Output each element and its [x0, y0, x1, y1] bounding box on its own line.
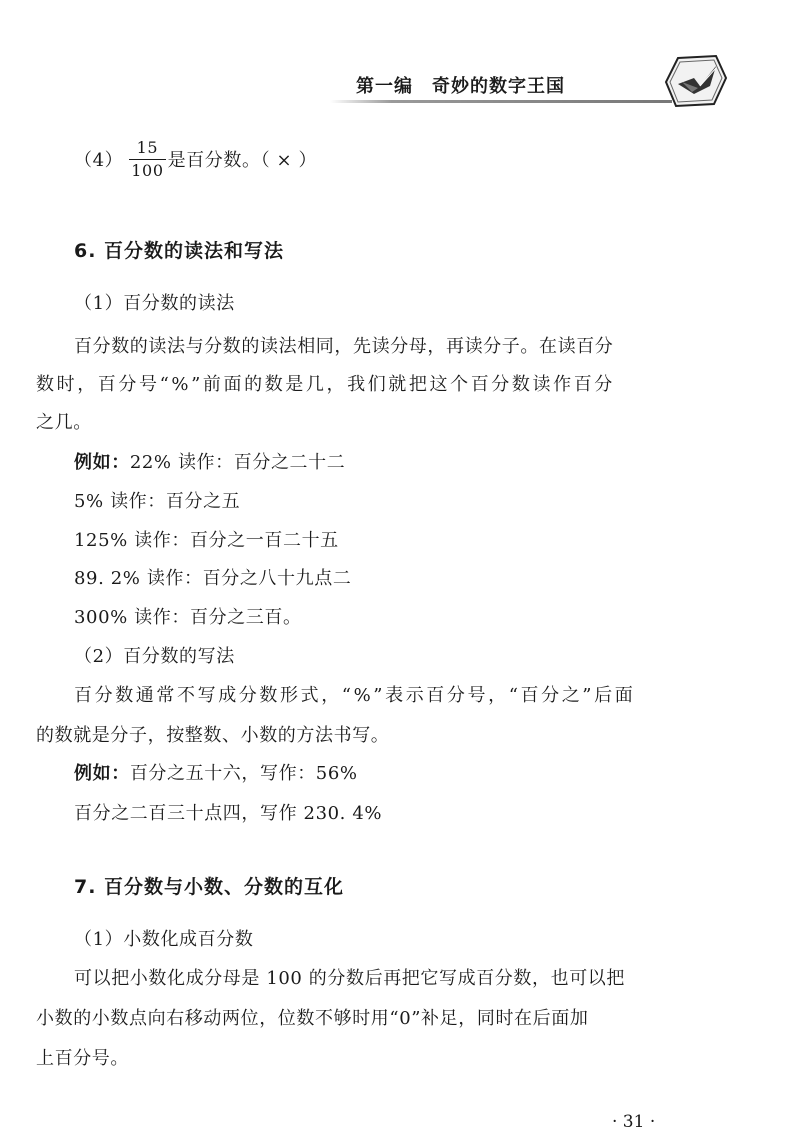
write-example-line	[74, 763, 358, 785]
example-label: 例如：	[74, 763, 130, 784]
book-emblem-icon	[664, 52, 728, 108]
section-6-sub1-title: （1）百分数的读法	[74, 293, 235, 314]
paragraph-line: 的数就是分子，按整数、小数的方法书写。	[36, 725, 390, 746]
item-4-prefix: （4）	[74, 150, 124, 171]
paragraph-line: 上百分号。	[36, 1048, 129, 1069]
item-4-text: 是百分数。（ × ）	[167, 150, 318, 171]
chapter-title: 第一编 奇妙的数字王国	[356, 76, 565, 97]
fraction	[129, 139, 165, 180]
example-text: 百分之五十六，写作：56%	[129, 763, 358, 784]
paragraph-line: 百分数通常不写成分数形式，“%”表示百分号，“百分之”后面	[74, 685, 636, 706]
section-7-sub1-title: （1）小数化成百分数	[74, 929, 254, 950]
section-6-heading: 6. 百分数的读法和写法	[74, 240, 285, 262]
page-number: · 31 ·	[612, 1112, 656, 1132]
example-line: 300% 读作：百分之三百。	[74, 607, 302, 628]
example-line: 89. 2% 读作：百分之八十九点二	[74, 568, 352, 589]
paragraph-line: 之几。	[36, 412, 92, 433]
write-example-line: 百分之二百三十点四，写作 230. 4%	[74, 803, 383, 824]
example-line: 5% 读作：百分之五	[74, 491, 241, 512]
example-label: 例如：	[74, 452, 130, 473]
section-7-heading: 7. 百分数与小数、分数的互化	[74, 876, 345, 898]
paragraph-line: 数时，百分号“%”前面的数是几，我们就把这个百分数读作百分	[36, 374, 615, 395]
running-header	[0, 64, 800, 108]
section-6-sub2-title: （2）百分数的写法	[74, 646, 235, 667]
paragraph-line: 可以把小数化成分母是 100 的分数后再把它写成百分数，也可以把	[74, 968, 625, 989]
paragraph-line: 小数的小数点向右移动两位，位数不够时用“0”补足，同时在后面加	[36, 1008, 589, 1029]
header-rule	[330, 100, 672, 103]
example-line: 125% 读作：百分之一百二十五	[74, 530, 339, 551]
example-text: 22% 读作：百分之二十二	[129, 452, 346, 473]
fraction-denominator: 100	[131, 160, 164, 180]
example-line	[74, 452, 345, 474]
item-4	[74, 134, 317, 184]
fraction-numerator: 15	[136, 137, 159, 157]
paragraph-line: 百分数的读法与分数的读法相同，先读分母，再读分子。在读百分	[74, 336, 614, 357]
